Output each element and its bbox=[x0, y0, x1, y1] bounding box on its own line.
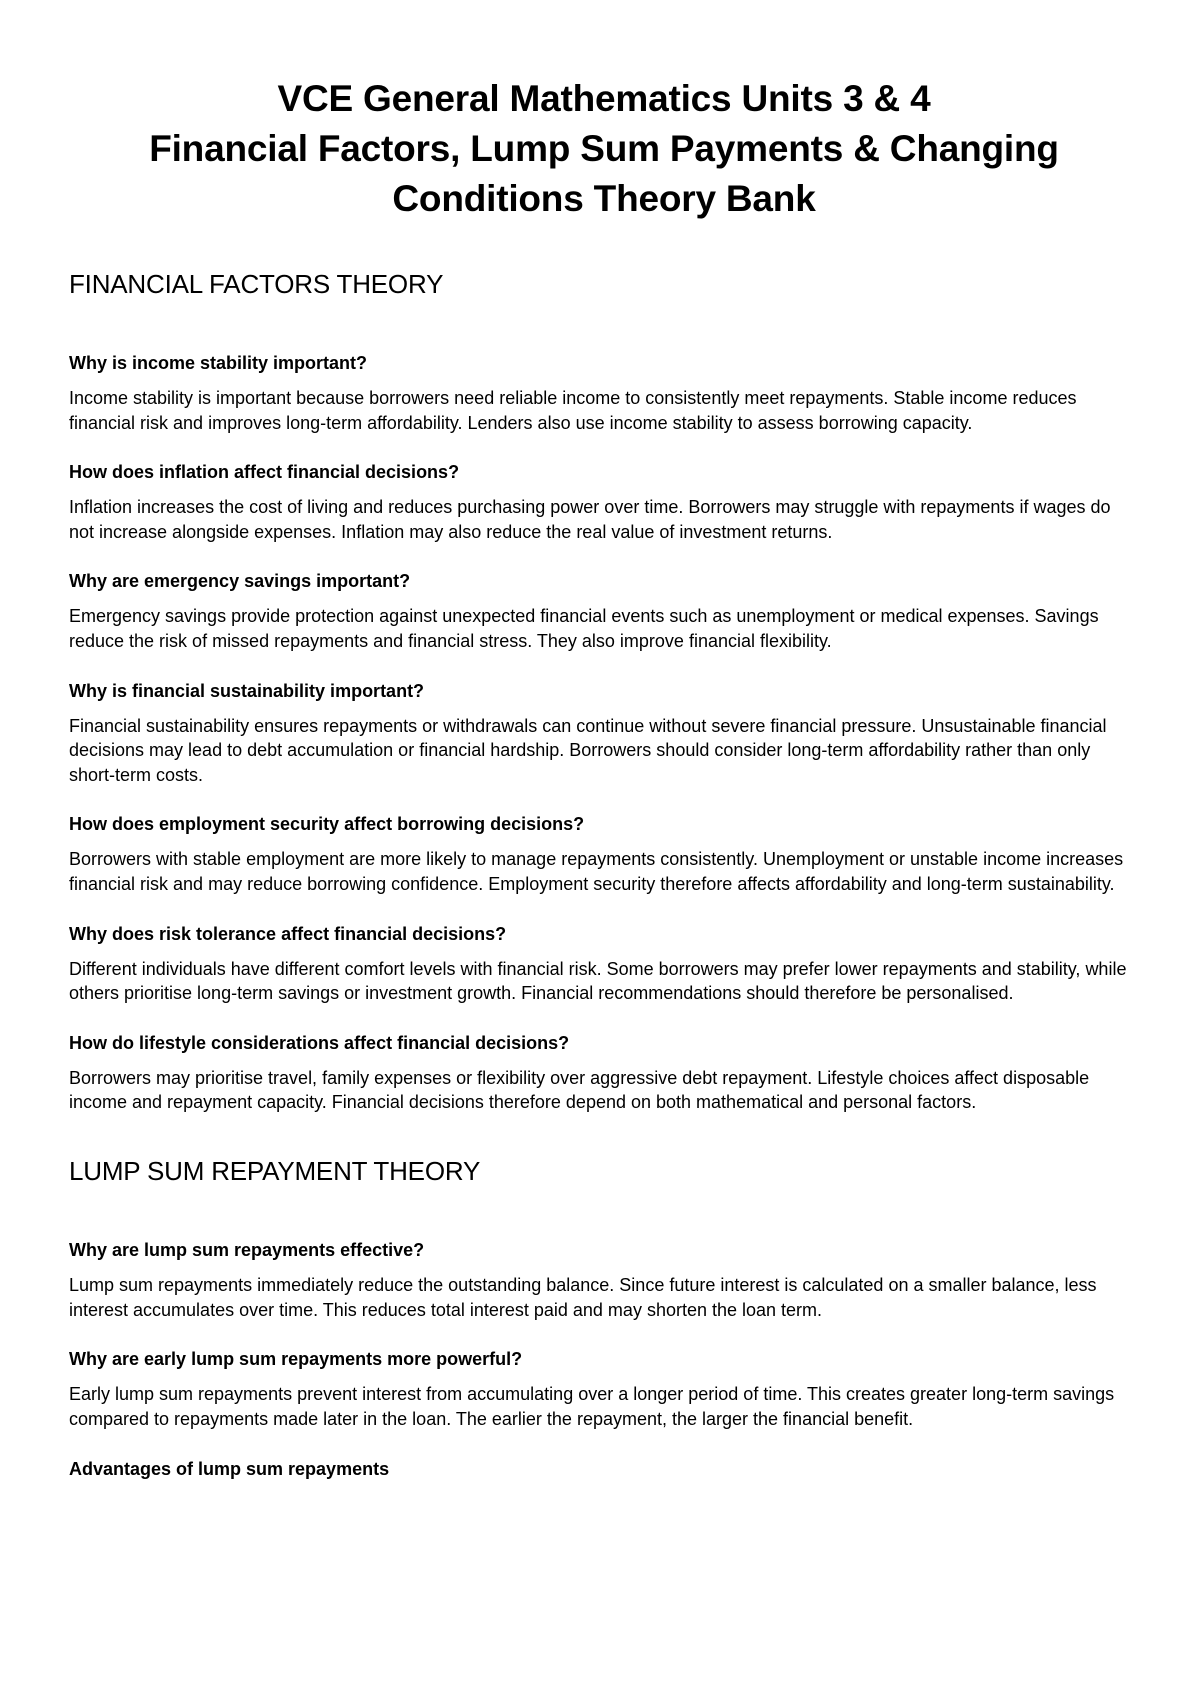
answer: Emergency savings provide protection against unexpected financial events such as unemployment or medical expenses. Savings reduce the risk of missed repayments and financial stress. They also improve financial flexibility. bbox=[69, 606, 1099, 651]
section-body-lump-sum bbox=[69, 1238, 1139, 1431]
qa-item bbox=[69, 569, 1139, 653]
title-line-2: Financial Factors, Lump Sum Payments & Changing bbox=[149, 128, 1059, 169]
question: Why are lump sum repayments effective? bbox=[69, 1239, 425, 1260]
page-title bbox=[69, 74, 1139, 224]
question: Why are emergency savings important? bbox=[69, 571, 411, 592]
answer: Borrowers may prioritise travel, family expenses or flexibility over aggressive debt repayment. Lifestyle choices affect disposable income and repayment capacity. Financial decisions therefore depend on both mathematical and personal factors. bbox=[69, 1067, 1090, 1113]
subheading-advantages: Advantages of lump sum repayments bbox=[69, 1459, 390, 1480]
qa-item bbox=[69, 922, 1139, 1006]
qa-item bbox=[69, 460, 1139, 544]
answer: Inflation increases the cost of living and reduces purchasing power over time. Borrowers may struggle with repayments if wages do not increase alongside expenses. Inflation may also reduce the real value of investment returns. bbox=[69, 497, 1111, 542]
question: Why are early lump sum repayments more powerful? bbox=[69, 1349, 523, 1370]
qa-item bbox=[69, 1031, 1139, 1115]
title-line-1: VCE General Mathematics Units 3 & 4 bbox=[277, 78, 931, 119]
answer: Income stability is important because borrowers need reliable income to consistently meet repayments. Stable income reduces financial risk and improves long-term affordability. Lenders also use income stability to assess borrowing capacity. bbox=[69, 388, 1077, 433]
answer: Financial sustainability ensures repayments or withdrawals can continue without severe financial pressure. Unsustainable financial decisions may lead to debt accumulation or financial hardship. Borrowers should consider long-term affordability rather than only short-term costs. bbox=[69, 715, 1107, 785]
qa-item bbox=[69, 679, 1139, 788]
qa-item bbox=[69, 1238, 1139, 1322]
answer: Different individuals have different comfort levels with financial risk. Some borrowers may prefer lower repayments and stability, while others prioritise long-term savings or investment growth. Financial recommendations should therefore be personalised. bbox=[69, 958, 1127, 1004]
question: Why does risk tolerance affect financial decisions? bbox=[69, 923, 507, 944]
qa-item bbox=[69, 1347, 1139, 1431]
section-heading-financial-factors: FINANCIAL FACTORS THEORY bbox=[69, 269, 444, 299]
document-page bbox=[69, 0, 1139, 1481]
question: How do lifestyle considerations affect financial decisions? bbox=[69, 1032, 570, 1053]
answer: Early lump sum repayments prevent interest from accumulating over a longer period of time. This creates greater long-term savings compared to repayments made later in the loan. The earlier the repayment, the larger the financial benefit. bbox=[69, 1384, 1115, 1429]
qa-item bbox=[69, 351, 1139, 435]
question: How does employment security affect borrowing decisions? bbox=[69, 814, 585, 835]
section-heading-lump-sum: LUMP SUM REPAYMENT THEORY bbox=[69, 1155, 481, 1186]
section-body-financial-factors bbox=[69, 351, 1139, 1115]
question: How does inflation affect financial decisions? bbox=[69, 462, 460, 483]
answer: Lump sum repayments immediately reduce the outstanding balance. Since future interest is calculated on a smaller balance, less interest accumulates over time. This reduces total interest paid and may shorten the loan term. bbox=[69, 1274, 1097, 1320]
answer: Borrowers with stable employment are more likely to manage repayments consistently. Unemployment or unstable income increases financial risk and may reduce borrowing confidence. Employment security therefore affects affordability and long-term sustainability. bbox=[69, 849, 1124, 894]
title-line-3: Conditions Theory Bank bbox=[392, 178, 816, 219]
qa-item bbox=[69, 812, 1139, 896]
question: Why is financial sustainability important? bbox=[69, 680, 425, 701]
question: Why is income stability important? bbox=[69, 353, 368, 373]
